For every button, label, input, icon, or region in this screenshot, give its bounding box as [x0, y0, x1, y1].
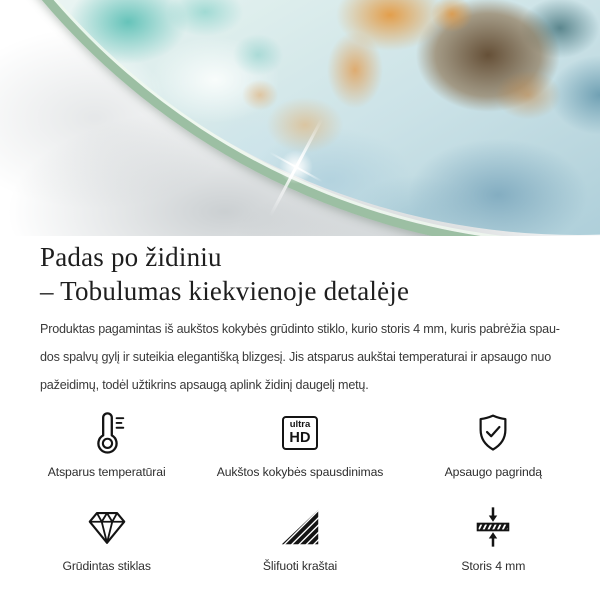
- feature-protects-base: [397, 409, 590, 479]
- diamond-icon: [10, 503, 203, 551]
- ultra-hd-icon: ultra HD: [203, 409, 396, 457]
- feature-polished-edges: [203, 503, 396, 573]
- product-image-glass-hearth-pad: [0, 0, 600, 236]
- page-title: [40, 240, 560, 308]
- description-line-3: pažeidimų, todėl užtikrins apsaugą aplink židinį daugelį metų.: [40, 378, 369, 392]
- description-line-2: dos spalvų gylį ir suteikia elegantišką blizgesį. Jis atsparus aukštai temperaturai ir apsaugo nuo: [40, 350, 552, 364]
- description-line-1: Produktas pagamintas iš aukštos kokybės grūdinto stiklo, kurio storis 4 mm, kuris pabrėžia spau-: [40, 322, 560, 336]
- feature-label: Atsparus temperatūrai: [47, 465, 166, 479]
- feature-label: Storis 4 mm: [461, 559, 526, 573]
- polished-edges-icon: [203, 503, 396, 551]
- page-title-line-1: Padas po židiniu: [40, 242, 222, 272]
- feature-high-quality-print: [203, 409, 396, 479]
- feature-grid: [10, 409, 590, 573]
- feature-temperature-resistant: [10, 409, 203, 479]
- feature-label: Grūdintas stiklas: [62, 559, 151, 573]
- feature-label: Aukštos kokybės spausdinimas: [216, 465, 384, 479]
- feature-label: Šlifuoti kraštai: [262, 559, 338, 573]
- thickness-icon: [397, 503, 590, 551]
- shield-check-icon: [397, 409, 590, 457]
- feature-tempered-glass: [10, 503, 203, 573]
- text-block: [0, 240, 600, 399]
- product-description: [40, 315, 560, 399]
- page-title-line-2: – Tobulumas kiekvienoje detalėje: [40, 276, 410, 306]
- feature-thickness: [397, 503, 590, 573]
- thermometer-icon: [10, 409, 203, 457]
- feature-label: Apsaugo pagrindą: [444, 465, 542, 479]
